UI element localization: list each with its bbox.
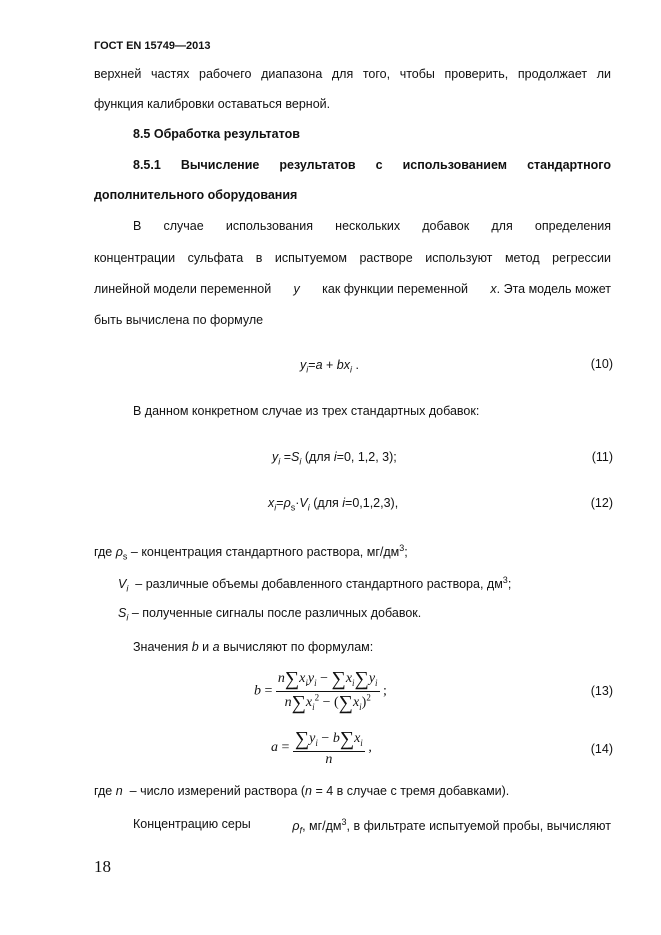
body-line: функция калибровки оставаться верной. [94,97,331,111]
body-line: В случае использования нескольких добавок для определения [133,219,611,233]
equation-number: (11) [591,450,613,464]
equation-14: a = $\frac{\sum y_i - b\sum x_i}{n}$ , [271,728,372,767]
body-line: быть вычислена по формуле [94,313,264,327]
body-line: Концентрацию серы $\rho_f$, $мг/дм^3$, в фильтрате испытуемой пробы, вычисляют [133,817,611,836]
equation-10: $y_i=a + bx_i$ . [300,358,359,375]
section-heading: 8.5 Обработка результатов [133,127,300,141]
body-line: верхней частях рабочего диапазона для того, чтобы проверить, продолжает ли [94,67,611,81]
subsection-heading: 8.5.1 Вычисление результатов с использованием стандартного [133,158,611,172]
subsection-heading-cont: дополнительного оборудования [94,188,298,202]
equation-12: $x_i=\rho_s\cdot V_i$ (для i=0,1,2,3), [268,496,399,513]
text-fragment: линейной модели переменной [94,282,272,296]
body-line: концентрации сульфата в испытуемом растворе используют метод регрессии [94,251,611,265]
equation-number: (14) [590,742,613,756]
definition-s: $S_i$ – полученные сигналы после различных добавок. [118,606,422,623]
definition-v: $V_i$ – различные объемы добавленного стандартного раствора, $дм^3$; [118,575,512,594]
variable-x: x [490,282,497,296]
variable-y: y [293,282,300,296]
text-fragment: как функции переменной [322,282,469,296]
equation-number: (13) [590,684,613,698]
body-line [94,282,611,296]
definition-rho: где $\rho_s$ – концентрация стандартного раствора, $мг/дм^3$; [94,543,408,562]
page-number: 18 [94,857,111,876]
document-code: ГОСТ EN 15749—2013 [94,40,211,52]
text-fragment: . Эта модель может [496,282,611,296]
body-line: Значения b и a вычисляют по формулам: [133,640,374,654]
equation-number: (12) [590,496,613,510]
definition-n: где n – число измерений раствора (n = 4 в случае с тремя добавками). [94,784,510,798]
equation-11: $y_i =S_i$ (для i=0, 1,2, 3); [272,450,397,467]
equation-13: b = $\frac{n\sum x_iy_i - \sum x_i\sum y_i}{n\sum x_i^2 - (\sum x_i)^2}$ ; [254,668,387,714]
equation-number: (10) [590,357,613,371]
body-line: В данном конкретном случае из трех стандартных добавок: [133,404,480,418]
